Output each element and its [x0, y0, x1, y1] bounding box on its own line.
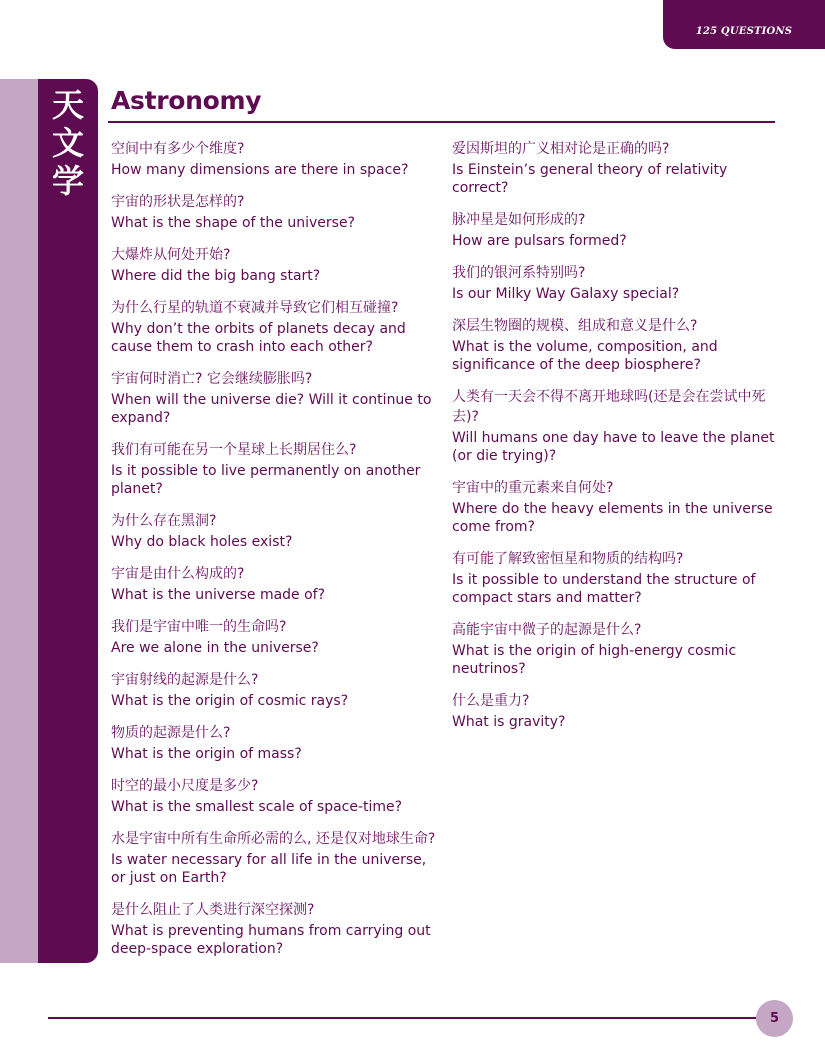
question-item: [111, 369, 439, 427]
side-char: 文: [51, 124, 84, 162]
page-number: 5: [769, 1011, 780, 1026]
question-en: What is the origin of mass?: [111, 746, 302, 762]
question-item: [452, 620, 782, 678]
footer-divider: [48, 1017, 760, 1019]
question-item: [111, 776, 439, 816]
question-item: [452, 549, 782, 607]
question-en: What is gravity?: [452, 714, 566, 730]
question-en: Is Einstein’s general theory of relativity correct?: [452, 162, 728, 196]
question-en: Why don’t the orbits of planets decay and cause them to crash into each other?: [111, 321, 406, 355]
question-zh: 我们的银河系特别吗?: [452, 265, 586, 281]
question-en: Where do the heavy elements in the universe come from?: [452, 501, 773, 535]
question-en: Is water necessary for all life in the universe, or just on Earth?: [111, 852, 427, 886]
side-bar-dark: [38, 79, 98, 963]
question-en: What is the smallest scale of space-time?: [111, 799, 403, 815]
question-zh: 我们有可能在另一个星球上长期居住么?: [111, 442, 357, 458]
question-zh: 宇宙射线的起源是什么?: [111, 672, 259, 688]
question-item: [111, 192, 439, 232]
question-zh: 人类有一天会不得不离开地球吗(还是会在尝试中死去)?: [452, 389, 766, 425]
question-en: Is it possible to live permanently on another planet?: [111, 463, 421, 497]
question-item: [452, 263, 782, 303]
question-en: When will the universe die? Will it continue to expand?: [111, 392, 432, 426]
header-tab: [663, 0, 825, 49]
question-en: What is the origin of high-energy cosmic neutrinos?: [452, 643, 737, 677]
question-zh: 高能宇宙中微子的起源是什么?: [452, 622, 642, 638]
question-en: Where did the big bang start?: [111, 268, 321, 284]
question-item: [111, 298, 439, 356]
question-item: [111, 723, 439, 763]
question-en: Is it possible to understand the structure of compact stars and matter?: [452, 572, 756, 606]
left-question-column: [111, 139, 439, 971]
question-zh: 为什么存在黑洞?: [111, 513, 217, 529]
question-item: [111, 245, 439, 285]
side-char: 学: [51, 162, 84, 200]
question-zh: 时空的最小尺度是多少?: [111, 778, 259, 794]
question-item: [452, 316, 782, 374]
question-item: [111, 440, 439, 498]
question-zh: 物质的起源是什么?: [111, 725, 231, 741]
question-item: [111, 829, 439, 887]
page-number-badge: [756, 1000, 793, 1037]
question-zh: 爱因斯坦的广义相对论是正确的吗?: [452, 141, 670, 157]
question-en: How are pulsars formed?: [452, 233, 627, 249]
side-char: 天: [51, 86, 84, 124]
question-zh: 宇宙是由什么构成的?: [111, 566, 245, 582]
question-item: [111, 617, 439, 657]
question-item: [452, 691, 782, 731]
question-zh: 空间中有多少个维度?: [111, 141, 245, 157]
question-item: [111, 670, 439, 710]
question-en: What is the universe made of?: [111, 587, 326, 603]
question-en: Are we alone in the universe?: [111, 640, 319, 656]
header-tab-label: 125 QUESTIONS: [695, 26, 793, 37]
question-item: [111, 900, 439, 958]
side-bar-light: [0, 79, 40, 963]
question-en: Why do black holes exist?: [111, 534, 293, 550]
question-zh: 深层生物圈的规模、组成和意义是什么?: [452, 318, 698, 334]
question-zh: 什么是重力?: [452, 693, 530, 709]
question-zh: 宇宙的形状是怎样的?: [111, 194, 245, 210]
question-zh: 有可能了解致密恒星和物质的结构吗?: [452, 551, 684, 567]
question-item: [452, 139, 782, 197]
vertical-section-title: [50, 86, 86, 200]
question-item: [452, 210, 782, 250]
section-title: Astronomy: [111, 86, 262, 115]
question-en: What is the shape of the universe?: [111, 215, 355, 231]
question-item: [452, 478, 782, 536]
question-zh: 宇宙中的重元素来自何处?: [452, 480, 614, 496]
question-zh: 大爆炸从何处开始?: [111, 247, 231, 263]
question-en: Will humans one day have to leave the planet (or die trying)?: [452, 430, 775, 464]
question-item: [111, 511, 439, 551]
question-en: What is the volume, composition, and significance of the deep biosphere?: [452, 339, 718, 373]
title-divider: [108, 121, 775, 123]
right-question-column: [452, 139, 782, 744]
question-en: Is our Milky Way Galaxy special?: [452, 286, 680, 302]
question-zh: 为什么行星的轨道不衰减并导致它们相互碰撞?: [111, 300, 399, 316]
question-item: [452, 387, 782, 465]
question-item: [111, 564, 439, 604]
question-en: What is the origin of cosmic rays?: [111, 693, 349, 709]
question-zh: 我们是宇宙中唯一的生命吗?: [111, 619, 287, 635]
question-zh: 是什么阻止了人类进行深空探测?: [111, 902, 315, 918]
question-zh: 脉冲星是如何形成的?: [452, 212, 586, 228]
question-en: How many dimensions are there in space?: [111, 162, 409, 178]
question-item: [111, 139, 439, 179]
question-zh: 水是宇宙中所有生命所必需的么, 还是仅对地球生命?: [111, 831, 436, 847]
question-en: What is preventing humans from carrying out deep-space exploration?: [111, 923, 431, 957]
question-zh: 宇宙何时消亡? 它会继续膨胀吗?: [111, 371, 313, 387]
